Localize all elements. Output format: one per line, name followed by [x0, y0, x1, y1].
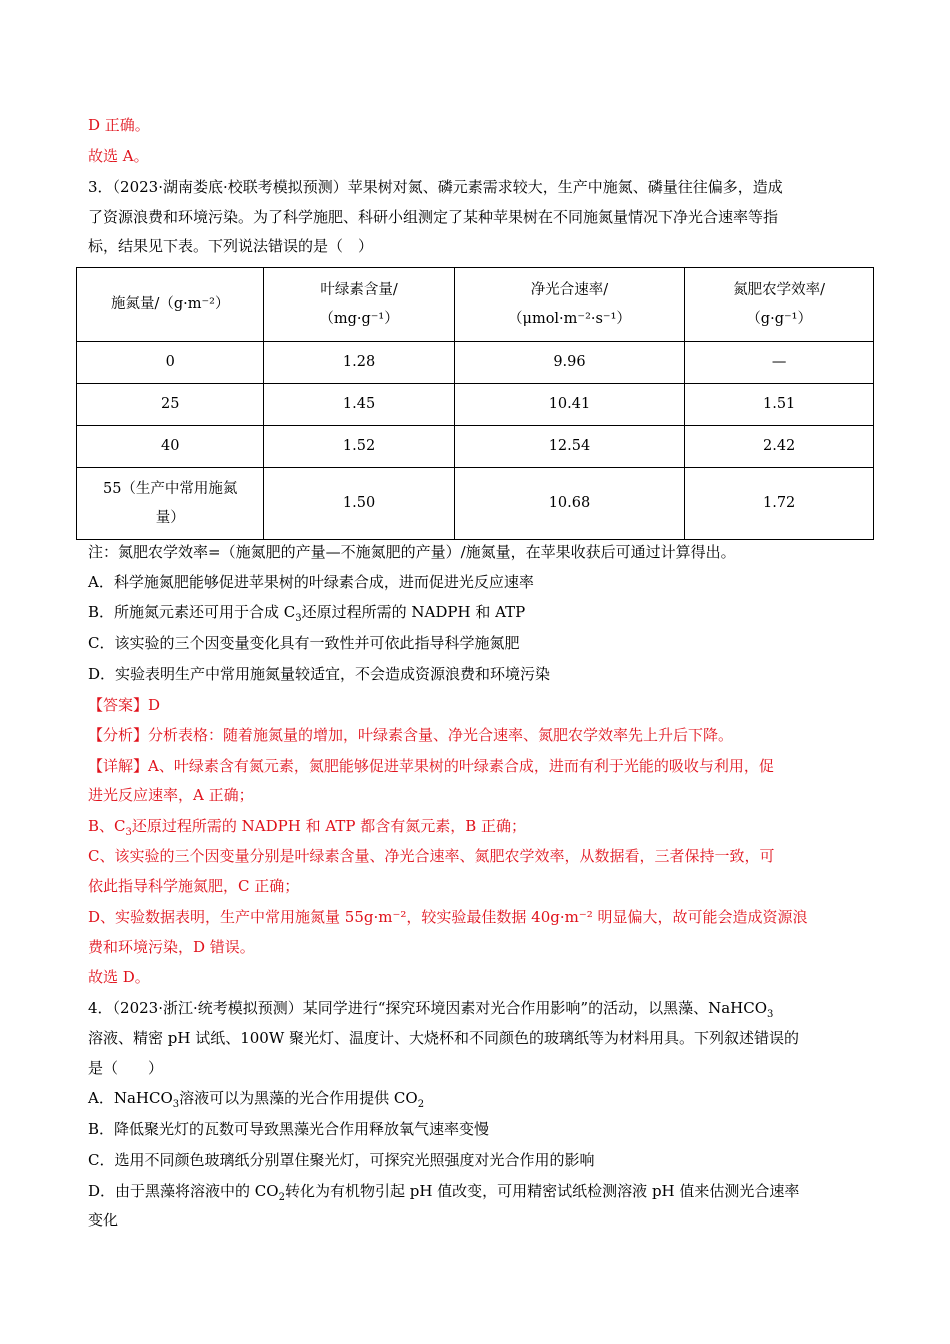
- answer: 【答案】D: [88, 696, 161, 714]
- question-4-stem: 4．（2023·浙江·统考模拟预测）某同学进行“探究环境因素对光合作用影响”的活动，以黑藻、NaHCO$_3$: [88, 999, 774, 1020]
- header-net-photosynthesis: 净光合速率/ （μmol·m⁻²·s⁻¹）: [454, 268, 685, 342]
- detail: 费和环境污染，D 错误。: [88, 938, 255, 956]
- question-3-stem: 了资源浪费和环境污染。为了科学施肥、科研小组测定了某种苹果树在不同施氮量情况下净光合速率等指: [88, 208, 779, 226]
- detail: B、$C_3$还原过程所需的 NADPH 和 ATP 都含有氮元素，B 正确；: [88, 817, 527, 838]
- table-cell: 1.50: [264, 468, 454, 540]
- detail: 依此指导科学施氮肥，C 正确；: [88, 877, 300, 895]
- table-cell: 1.52: [264, 426, 454, 468]
- q4-option-b: B．降低聚光灯的瓦数可导致黑藻光合作用释放氧气速率变慢: [88, 1120, 490, 1138]
- table-cell: 2.42: [685, 426, 874, 468]
- question-4-stem: 溶液、精密 pH 试纸、100W 聚光灯、温度计、大烧杯和不同颜色的玻璃纸等为材料用具。下列叙述错误的: [88, 1029, 800, 1047]
- text-line: 故选 A。: [88, 147, 149, 165]
- analysis: 【分析】分析表格：随着施氮量的增加，叶绿素含量、净光合速率、氮肥农学效率先上升后下降。: [88, 726, 734, 744]
- table-cell: 1.28: [264, 342, 454, 384]
- table-row: [77, 342, 874, 384]
- detail: D、实验数据表明，生产中常用施氮量 55g·m⁻²，较实验最佳数据 40g·m⁻² 明显偏大，故可能会造成资源浪: [88, 908, 808, 926]
- detail: 【详解】A、叶绿素含有氮元素，氮肥能够促进苹果树的叶绿素合成，进而有利于光能的吸收与利用，促: [88, 757, 774, 775]
- table-cell: —: [685, 342, 874, 384]
- q4-option-d: D．由于黑藻将溶液中的 $CO_2$转化为有机物引起 pH 值改变，可用精密试纸检测溶液 pH 值来估测光合速率: [88, 1182, 800, 1203]
- question-4-stem: 是（ ）: [88, 1059, 164, 1077]
- header-nitrogen: 施氮量/（g·m⁻²）: [77, 268, 264, 342]
- table-cell: 10.68: [454, 468, 685, 540]
- table-cell: 55（生产中常用施氮 量）: [77, 468, 264, 540]
- option-b: B．所施氮元素还可用于合成 $C_3$还原过程所需的 NADPH 和 ATP: [88, 603, 526, 624]
- table-cell: 12.54: [454, 426, 685, 468]
- table-cell: 1.45: [264, 384, 454, 426]
- selection: 故选 D。: [88, 968, 150, 986]
- table-cell: 25: [77, 384, 264, 426]
- table-cell: 1.72: [685, 468, 874, 540]
- option-d: D．实验表明生产中常用施氮量较适宜，不会造成资源浪费和环境污染: [88, 665, 551, 683]
- detail: C、该实验的三个因变量分别是叶绿素含量、净光合速率、氮肥农学效率，从数据看，三者保持一致，可: [88, 847, 775, 865]
- question-3-stem: 标，结果见下表。下列说法错误的是（ ）: [88, 237, 374, 255]
- option-c: C．该实验的三个因变量变化具有一致性并可依此指导科学施氮肥: [88, 634, 520, 652]
- question-3-stem: 3．（2023·湖南娄底·校联考模拟预测）苹果树对氮、磷元素需求较大，生产中施氮、磷量往往偏多，造成: [88, 178, 783, 196]
- table-cell: 0: [77, 342, 264, 384]
- q4-option-a: A．NaHCO$_3$溶液可以为黑藻的光合作用提供 $CO_2$: [88, 1089, 425, 1110]
- q4-option-d: 变化: [88, 1211, 119, 1229]
- q4-option-c: C．选用不同颜色玻璃纸分别罩住聚光灯，可探究光照强度对光合作用的影响: [88, 1151, 595, 1169]
- option-a: A．科学施氮肥能够促进苹果树的叶绿素合成，进而促进光反应速率: [88, 573, 534, 591]
- table-cell: 9.96: [454, 342, 685, 384]
- table-header-row: [77, 268, 874, 342]
- table-row: [77, 426, 874, 468]
- header-chlorophyll: 叶绿素含量/ （mg·g⁻¹）: [264, 268, 454, 342]
- table-row: [77, 468, 874, 540]
- header-efficiency: 氮肥农学效率/ （g·g⁻¹）: [685, 268, 874, 342]
- text-line: D 正确。: [88, 116, 150, 134]
- table-row: [77, 384, 874, 426]
- table-cell: 40: [77, 426, 264, 468]
- table-cell: 1.51: [685, 384, 874, 426]
- table-cell: 10.41: [454, 384, 685, 426]
- table-note: 注：氮肥农学效率=（施氮肥的产量—不施氮肥的产量）/施氮量，在苹果收获后可通过计算得出。: [88, 543, 736, 561]
- data-table: [76, 267, 874, 540]
- detail: 进光反应速率，A 正确；: [88, 786, 254, 804]
